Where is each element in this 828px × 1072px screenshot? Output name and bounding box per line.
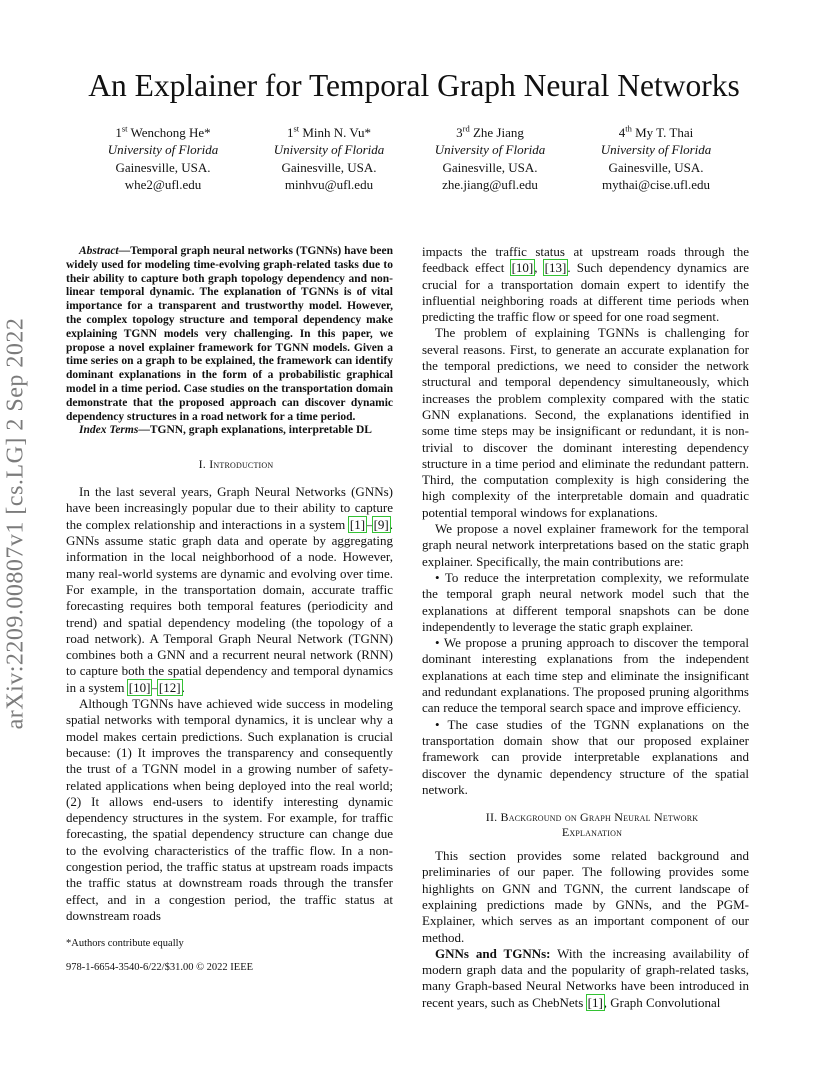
paragraph: Although TGNNs have achieved wide success in modeling spatial networks with temporal dynamics, it is unclear why a model makes certain predictions. Such explanation is crucial because: (1) It improves the transparency and consequently the trust of a TGNN model in a growing number of safety-related applications when being deployed into the real world; (2) It allows end-users to identify interesting dynamic dependency structures in the system. For example, for traffic forecasting, the spatial dependency structure can change due to the evolving characteristics of the traffic flow. In a non-congestion period, the traffic status at upstream roads impacts the traffic status at downstream roads through the transfer effect, and in a congestion period, the traffic status at downstream roads: [66, 696, 393, 923]
author-affiliation: University of Florida: [600, 142, 712, 158]
paper-title: An Explainer for Temporal Graph Neural Networks: [88, 68, 740, 103]
author-affiliation: University of Florida: [107, 142, 219, 158]
paragraph: impacts the traffic status at upstream roads through the feedback effect [10], [13]. Such dependency dynamics are crucial for a transportation domain expert to identify the influential neighboring roads at different time periods when predicting the traffic flow or speed for one road segment.: [422, 244, 749, 325]
author-affiliation: University of Florida: [434, 142, 546, 158]
arxiv-watermark: arXiv:2209.00807v1 [cs.LG] 2 Sep 2022: [2, 317, 29, 730]
author-location: Gainesville, USA.: [281, 159, 377, 175]
author-email: minhvu@ufl.edu: [284, 176, 374, 192]
author-name: Minh N. Vu*: [302, 125, 372, 140]
section-heading-background: II. Background on Graph Neural Network: [485, 810, 699, 825]
abstract: Abstract—Temporal graph neural networks (TGNNs) have been widely used for modeling time-evolving graph-related tasks due to their ability to capture both graph topology dependency and non-linear temporal dynamic. The explanation of TGNNs is of vital importance for a transparent and trustworthy model. However, the complex topology structure and temporal dependency make explaining TGNN models very challenging. In this paper, we propose a novel explainer framework for TGNN models. Given a time series on a graph to be explained, the framework can identify dominant explanations in the form of a probabilistic graphical model in a time period. Case studies on the transportation domain demonstrate that the proposed approach can discover dynamic dependency structures in a road network for a time period.: [66, 245, 393, 423]
contribution-item: • The case studies of the TGNN explanations on the transportation domain show that our proposed explainer framework can provide interpretable explanations and discover the dynamic dependency structure of the spatial network.: [422, 716, 749, 797]
section-heading-background-cont: Explanation: [561, 825, 623, 840]
paragraph: This section provides some related background and preliminaries of our paper. The following provides some highlights on GNN and TGNN, the current landscape of explaining predictions made by GNNs, and the PGM-Explainer, which serves as an important component of our method.: [422, 848, 749, 945]
author-block: 4th My T. Thai University of Florida Gainesville, USA. mythai@cise.ufl.edu: [571, 124, 741, 193]
author-name: My T. Thai: [635, 125, 694, 140]
paragraph-lead: GNNs and TGNNs:: [435, 945, 551, 961]
paragraph: GNNs and TGNNs: With the increasing availability of modern graph data and the popularity of graph-related tasks, many Graph-based Neural Networks have been introduced in recent years, such as ChebNets [1], Graph Convolutional: [422, 945, 749, 1010]
contribution-item: • To reduce the interpretation complexity, we reformulate the temporal graph neural network model such that the explanations at different temporal snapshots can be done independently to leverage the static graph explainer.: [422, 569, 749, 634]
author-location: Gainesville, USA.: [608, 159, 704, 175]
citation-link[interactable]: [13]: [544, 260, 567, 276]
citation-link[interactable]: [10]: [128, 679, 151, 695]
citation-link[interactable]: [9]: [373, 516, 389, 532]
citation-link[interactable]: [1]: [349, 516, 366, 532]
paragraph: In the last several years, Graph Neural Networks (GNNs) have been increasingly popular due to their ability to capture the complex relationship and interactions in a system [1]–[9]. GNNs assume static graph data and operate by aggregating information in the local neighborhood of a node. However, many real-world systems are dynamic and evolving over time. For example, in the transportation domain, accurate traffic forecasting requires both temporal features (periodicity and trend) and spatial dependency modeling (the topology of a road network). A Temporal Graph Neural Network (TGNN) combines both a GNN and a recurrent neural network (RNN) to capture both the spatial dependency and temporal dynamics in a system [10]–[12].: [66, 484, 393, 695]
author-email: zhe.jiang@ufl.edu: [442, 176, 538, 192]
index-terms: Index Terms—TGNN, graph explanations, interpretable DL: [79, 424, 372, 437]
paragraph: The problem of explaining TGNNs is challenging for several reasons. First, to generate an accurate explanation for the temporal predictions, we need to consider the network structural and temporal dependency simultaneously, which increases the problem complexity compared with the static GNN explanations. Second, the explanations identified in some time steps may be insignificant or redundant, it is non-trivial to discover the dominant interesting dependency structure in a time period and eliminate the redundant pattern. Third, the computation complexity is high considering the high complexity of the interpretable domain and quadratic potential temporal windows for explanations.: [422, 325, 749, 520]
author-block: 1st Minh N. Vu* University of Florida Gainesville, USA. minhvu@ufl.edu: [244, 124, 414, 193]
left-column: [66, 245, 393, 924]
copyright-notice: 978-1-6654-3540-6/22/$31.00 © 2022 IEEE: [66, 962, 254, 973]
author-affiliation: University of Florida: [273, 142, 385, 158]
paragraph: We propose a novel explainer framework for the temporal graph neural network interpretations based on the static graph explainer. Specifically, the main contributions are:: [422, 521, 749, 569]
author-name: Zhe Jiang: [472, 125, 524, 140]
contribution-item: • We propose a pruning approach to discover the temporal dominant interesting explanations from the independent explanations at each time step and eliminate the insignificant and redundant explanations. The proposed pruning algorithms can reduce the temporal search space and improve efficiency.: [422, 635, 749, 716]
author-email: mythai@cise.ufl.edu: [602, 176, 710, 192]
author-block: 3rd Zhe Jiang University of Florida Gainesville, USA. zhe.jiang@ufl.edu: [405, 124, 575, 193]
citation-link[interactable]: [10]: [511, 260, 534, 276]
author-block: 1st Wenchong He* University of Florida Gainesville, USA. whe2@ufl.edu: [78, 124, 248, 193]
footnote: *Authors contribute equally: [66, 938, 184, 949]
author-name: Wenchong He*: [130, 125, 211, 140]
citation-link[interactable]: [1]: [587, 994, 603, 1010]
section-heading-introduction: I. Introduction: [198, 457, 274, 472]
author-location: Gainesville, USA.: [442, 159, 538, 175]
citation-link[interactable]: [12]: [158, 679, 181, 695]
author-location: Gainesville, USA.: [115, 159, 211, 175]
author-email: whe2@ufl.edu: [124, 176, 202, 192]
right-column: [422, 244, 749, 1011]
